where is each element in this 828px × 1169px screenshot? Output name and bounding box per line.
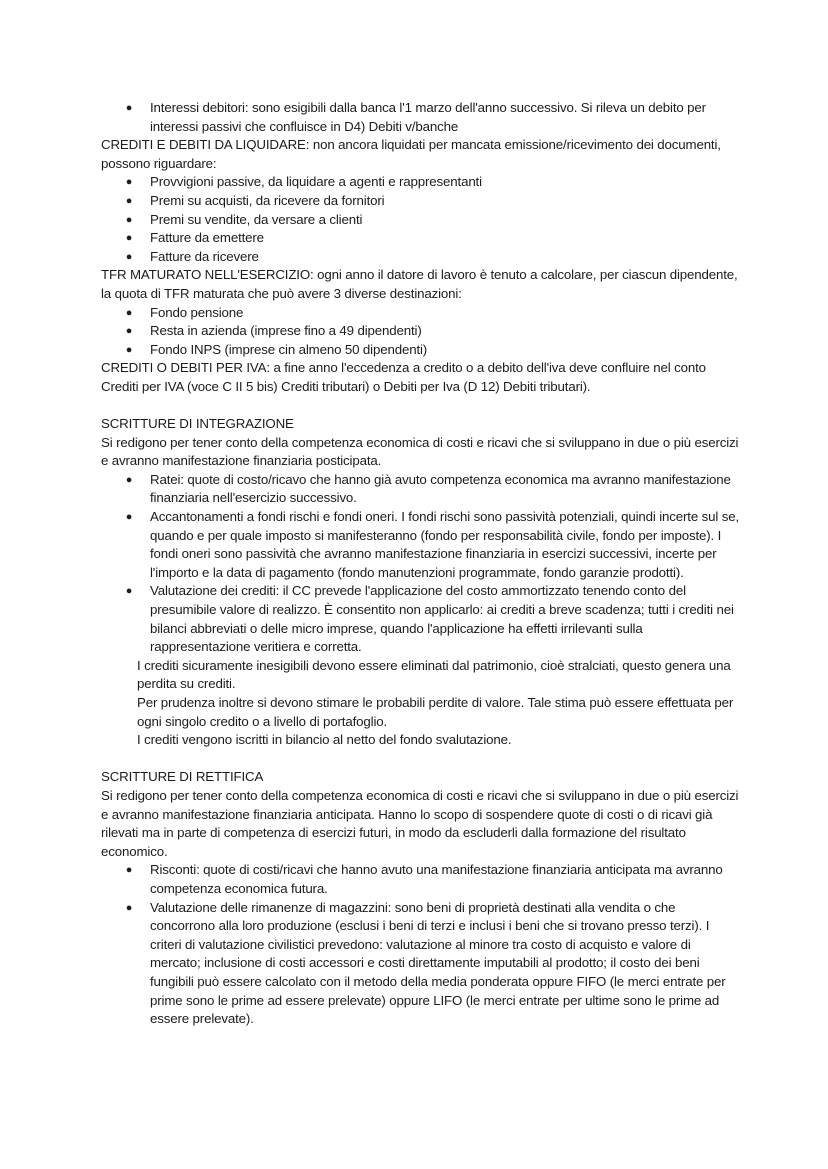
integrazione-followup: I crediti vengono iscritti in bilancio al netto del fondo svalutazione. xyxy=(137,732,512,748)
list-item-text: Fondo pensione xyxy=(150,304,244,320)
list-item xyxy=(125,341,741,360)
list-item-text: Provvigioni passive, da liquidare a agenti e rappresentanti xyxy=(150,174,482,190)
bullet-icon: ● xyxy=(125,194,133,207)
list-item xyxy=(125,192,741,211)
list-item xyxy=(125,322,741,341)
rettifica-list xyxy=(101,861,741,1028)
list-item xyxy=(125,861,741,898)
list-item-text: Accantonamenti a fondi rischi e fondi oneri. I fondi rischi sono passività potenziali, quindi incerte sul se, quando e per quale imposto si manifesteranno (fondo per responsabilità civile, fondo per imposte). I fondi oneri sono passività che avranno manifestazione finanziaria in esercizi successivi, incerte per l'importo e la data di pagamento (fondo manutenzioni programmate, fondo garanzie prodotti). xyxy=(150,509,739,580)
list-item xyxy=(125,508,741,582)
bullet-icon: ● xyxy=(125,901,133,914)
section-label: CREDITI O DEBITI PER IVA xyxy=(101,360,267,376)
bullet-icon: ● xyxy=(125,176,133,189)
list-item xyxy=(125,99,741,136)
section-text: : ogni anno il datore di lavoro è tenuto a calcolare, per ciascun dipendente, la quota di TFR maturata che può avere 3 diverse destinazioni: xyxy=(101,267,738,301)
list-item xyxy=(125,471,741,508)
spacer xyxy=(101,750,741,769)
tfr-paragraph xyxy=(101,266,741,303)
rettifica-heading: SCRITTURE DI RETTIFICA xyxy=(101,769,264,785)
bullet-icon: ● xyxy=(125,585,133,598)
section-label: CREDITI E DEBITI DA LIQUIDARE xyxy=(101,137,306,153)
bullet-icon: ● xyxy=(125,213,133,226)
bullet-icon: ● xyxy=(125,864,133,877)
list-item xyxy=(125,582,741,656)
list-item xyxy=(125,211,741,230)
list-item-text: Fatture da emettere xyxy=(150,230,264,246)
bullet-icon: ● xyxy=(125,102,133,114)
list-item-text: Premi su acquisti, da ricevere da fornitori xyxy=(150,192,385,208)
section-text: : a fine anno l'eccedenza a credito o a debito dell'iva deve confluire nel conto Crediti per IVA (voce C II 5 bis) Crediti tributari) o Debiti per Iva (D 12) Debiti tributari). xyxy=(101,360,706,394)
bullet-icon: ● xyxy=(125,306,133,319)
bullet-icon: ● xyxy=(125,232,133,245)
integrazione-intro: Si redigono per tener conto della competenza economica di costi e ricavi che si sviluppano in due o più esercizi e avranno manifestazione finanziaria posticipata. xyxy=(101,434,739,469)
bullet-icon: ● xyxy=(125,511,133,524)
bullet-icon: ● xyxy=(125,325,133,338)
list-item-text: Risconti: quote di costi/ricavi che hanno avuto una manifestazione finanziaria anticipata ma avranno competenza economica futura. xyxy=(150,862,723,896)
list-item-text: Ratei: quote di costo/ricavo che hanno già avuto competenza economica ma avranno manifestazione finanziaria nell'esercizio successivo. xyxy=(150,471,731,506)
list-item-text: Premi su vendite, da versare a clienti xyxy=(150,211,363,227)
section-label: TFR MATURATO NELL'ESERCIZIO xyxy=(101,267,311,283)
intro-bullet-list xyxy=(101,99,741,136)
list-item xyxy=(125,173,741,192)
list-item xyxy=(125,229,741,248)
tfr-list xyxy=(101,304,741,360)
list-item-text: Fondo INPS (imprese cin almeno 50 dipendenti) xyxy=(150,341,428,357)
list-item-text: Resta in azienda (imprese fino a 49 dipendenti) xyxy=(150,323,422,339)
rettifica-intro: Si redigono per tener conto della competenza economica di costi e ricavi che si sviluppano in due o più esercizi e avranno manifestazione finanziaria anticipata. Hanno lo scopo di sospendere quote di costi o di ricavi già rilevati ma in parte di competenza di esercizi futuri, in modo da escluderli dalla formazione del risultato economico. xyxy=(101,787,739,859)
crediti-debiti-liquidare-paragraph xyxy=(101,136,741,173)
section-text: : non ancora liquidati per mancata emissione/ricevimento dei documenti, possono riguardare: xyxy=(101,137,721,171)
bullet-icon: ● xyxy=(125,473,133,486)
list-item xyxy=(125,304,741,323)
integrazione-list xyxy=(101,471,741,657)
crediti-debiti-liquidare-list xyxy=(101,173,741,266)
list-item-text: Fatture da ricevere xyxy=(150,248,259,264)
list-item-text: Valutazione dei crediti: il CC prevede l'applicazione del costo ammortizzato tenendo conto del presumibile valore di realizzo. È consentito non applicarlo: ai crediti a breve scadenza; tutti i crediti nei bilanci abbreviati o delle micro imprese, quando l'applicazione ha effetti irrilevanti sulla rappresentazione veritiera e corretta. xyxy=(150,583,734,655)
spacer xyxy=(101,397,741,416)
list-item-text: Valutazione delle rimanenze di magazzini: sono beni di proprietà destinati alla vendita o che concorrono alla loro produzione (esclusi i beni di terzi e inclusi i beni che si trovano presso terzi). I criteri di valutazione civilistici prevedono: valutazione al minore tra costo di acquisto e valore di mercato; inclusione di costi accessori e costi direttamente imputabili al prodotto; il costo dei beni fungibili può essere calcolato con il metodo della media ponderata oppure FIFO (le merci entrate per prime sono le prime ad essere prelevate) oppure LIFO (le merci entrate per ultime sono le prime ad essere prelevate). xyxy=(150,899,726,1027)
document-page xyxy=(101,99,741,1029)
integrazione-heading: SCRITTURE DI INTEGRAZIONE xyxy=(101,416,294,432)
list-item xyxy=(125,899,741,1029)
integrazione-followup: I crediti sicuramente inesigibili devono essere eliminati dal patrimonio, cioè stralciati, questo genera una perdita su crediti. xyxy=(137,657,731,692)
iva-paragraph xyxy=(101,359,741,396)
bullet-icon: ● xyxy=(125,250,133,263)
list-item-text: Interessi debitori: sono esigibili dalla banca l'1 marzo dell'anno successivo. Si rileva un debito per interessi passivi che confluisce in D4) Debiti v/banche xyxy=(150,100,706,134)
list-item xyxy=(125,248,741,267)
bullet-icon: ● xyxy=(125,343,133,356)
integrazione-followup: Per prudenza inoltre si devono stimare le probabili perdite di valore. Tale stima può essere effettuata per ogni singolo credito o a livello di portafoglio. xyxy=(137,695,734,729)
